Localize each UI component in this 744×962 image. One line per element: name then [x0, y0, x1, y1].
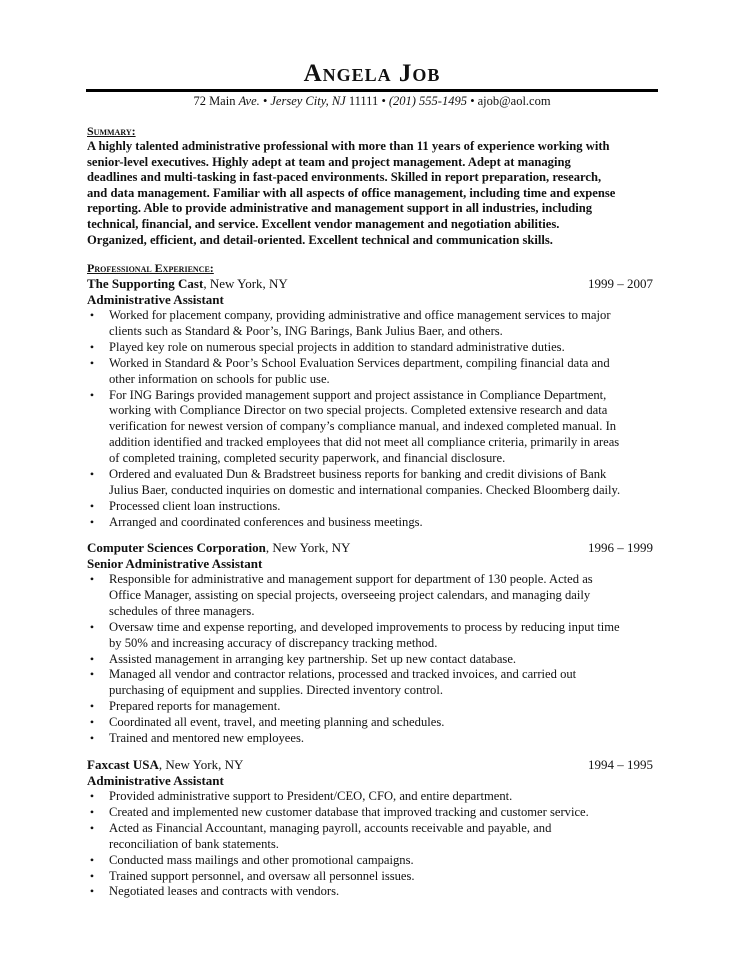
bullet-text: Trained support personnel, and oversaw all personnel issues.: [109, 868, 415, 883]
address-suffix: Ave.: [238, 94, 260, 108]
bullet-icon: •: [89, 884, 95, 899]
bullet-text: Assisted management in arranging key partnership. Set up new contact database.: [109, 651, 517, 666]
job-location: , New York, NY: [158, 757, 244, 772]
zip: 11111: [348, 94, 382, 108]
bullet-text: Played key role on numerous special projects in addition to standard administrative duties.: [109, 339, 565, 354]
bullet-item: [87, 340, 657, 356]
bullet-icon: •: [89, 355, 95, 370]
job-entry: [87, 757, 657, 900]
job-title: Administrative Assistant: [87, 292, 224, 307]
bullet-item: [87, 620, 657, 652]
phone: • (201) 555-1495 •: [381, 94, 475, 108]
bullet-item: [87, 515, 657, 531]
company-name: Faxcast USA: [87, 757, 159, 772]
bullet-text: Responsible for administrative and management support for department of 130 people. Acted as Office Manager, assisting on special projects, overseeing project calendars, and managing daily schedules of three managers.: [109, 572, 593, 618]
bullet-text: Managed all vendor and contractor relations, processed and tracked invoices, and carried out purchasing of equipment and supplies. Directed inventory control.: [109, 667, 577, 698]
bullet-item: [87, 467, 657, 499]
bullet-text: Ordered and evaluated Dun & Bradstreet business reports for banking and credit divisions of Bank Julius Baer, conducted inquiries on domestic and international companies. Checked Bloomberg daily.: [109, 467, 621, 497]
bullet-text: For ING Barings provided management support and project assistance in Compliance Department, working with Compliance Director on two special projects. Completed extensive research and data verification for newest version of company’s compliance manual, and indexed completed manual. In addition identified and tracked employees that did not meet all compliance criteria, primarily in areas of completed training, completed security paperwork, and financial disclosure.: [109, 387, 620, 466]
job-location: , New York, NY: [265, 540, 351, 555]
experience-section: [87, 261, 657, 531]
summary-heading: Summary:: [87, 124, 136, 138]
bullet-text: Arranged and coordinated conferences and business meetings.: [109, 514, 423, 529]
bullet-icon: •: [89, 387, 95, 402]
bullet-icon: •: [89, 667, 95, 682]
bullet-icon: •: [89, 498, 95, 513]
bullet-icon: •: [89, 868, 95, 883]
bullet-item: [87, 821, 657, 853]
address: 72 Main: [193, 94, 239, 108]
bullet-icon: •: [89, 804, 95, 819]
job-entry: [87, 276, 657, 531]
bullet-item: [87, 884, 657, 900]
summary-section: [87, 124, 657, 248]
city: • Jersey City, NJ: [259, 94, 349, 108]
bullet-text: Prepared reports for management.: [109, 699, 281, 714]
bullet-icon: •: [89, 308, 95, 322]
bullet-item: [87, 572, 657, 620]
bullet-icon: •: [89, 820, 95, 835]
job-location: , New York, NY: [203, 276, 288, 291]
bullet-icon: •: [89, 572, 95, 586]
job-bullets: [87, 789, 657, 900]
job-dates: 1999 – 2007: [588, 276, 653, 291]
bullet-icon: •: [89, 715, 95, 730]
job-title: Senior Administrative Assistant: [87, 556, 263, 571]
company-name: Computer Sciences Corporation: [87, 540, 266, 555]
contact-line: [0, 93, 744, 109]
bullet-item: [87, 652, 657, 668]
bullet-item: [87, 308, 657, 340]
bullet-text: Coordinated all event, travel, and meeting planning and schedules.: [109, 715, 445, 730]
job-dates: 1996 – 1999: [588, 540, 653, 555]
job-bullets: [87, 572, 657, 747]
bullet-item: [87, 667, 657, 699]
bullet-text: Trained and mentored new employees.: [109, 731, 305, 746]
bullet-text: Created and implemented new customer database that improved tracking and customer service.: [109, 804, 589, 819]
bullet-item: [87, 853, 657, 869]
bullet-item: [87, 699, 657, 715]
bullet-item: [87, 789, 657, 805]
bullet-text: Processed client loan instructions.: [109, 498, 281, 513]
bullet-item: [87, 805, 657, 821]
bullet-item: [87, 499, 657, 515]
bullet-item: [87, 715, 657, 731]
job-bullets: [87, 308, 657, 531]
job-header: [87, 757, 657, 773]
bullet-icon: •: [89, 467, 95, 482]
bullet-item: [87, 869, 657, 885]
experience-heading: Professional Experience:: [87, 261, 214, 275]
email: ajob@aol.com: [474, 94, 551, 108]
bullet-text: Conducted mass mailings and other promotional campaigns.: [109, 852, 414, 867]
bullet-item: [87, 731, 657, 747]
bullet-icon: •: [89, 514, 95, 529]
bullet-icon: •: [89, 789, 95, 803]
bullet-icon: •: [89, 619, 95, 634]
job-title: Administrative Assistant: [87, 773, 224, 788]
bullet-icon: •: [89, 699, 95, 714]
job-entry: [87, 540, 657, 747]
bullet-item: [87, 356, 657, 388]
job-dates: 1994 – 1995: [588, 757, 653, 772]
job-header: [87, 540, 657, 556]
bullet-item: [87, 388, 657, 468]
candidate-name: Angela Job: [303, 60, 441, 87]
bullet-icon: •: [89, 339, 95, 354]
bullet-text: Worked in Standard & Poor’s School Evaluation Services department, compiling financial data and other information on schools for public use.: [109, 355, 610, 386]
company-name: The Supporting Cast: [87, 276, 204, 291]
header-rule: [86, 89, 658, 92]
bullet-text: Provided administrative support to President/CEO, CFO, and entire department.: [109, 789, 513, 803]
job-header: [87, 276, 657, 292]
summary-text: A highly talented administrative professional with more than 11 years of experience working with senior-level executives. Highly adept at team and project management. Adept at managing deadlines and multi-tasking in fast-paced environments. Skilled in report preparation, research, and data management. Familiar with all aspects of office management, including time and expense reporting. Able to provide administrative and management support in all industries, including technical, financial, and service. Excellent vendor management and negotiation abilities. Organized, efficient, and detail-oriented. Excellent technical and communication skills.: [87, 139, 616, 247]
bullet-icon: •: [89, 852, 95, 867]
bullet-text: Negotiated leases and contracts with vendors.: [109, 884, 340, 899]
bullet-text: Acted as Financial Accountant, managing payroll, accounts receivable and payable, and reconciliation of bank statements.: [109, 820, 552, 851]
bullet-text: Oversaw time and expense reporting, and developed improvements to process by reducing input time by 50% and increasing accuracy of discrepancy tracking method.: [109, 619, 620, 650]
bullet-icon: •: [89, 731, 95, 746]
bullet-icon: •: [89, 651, 95, 666]
bullet-text: Worked for placement company, providing administrative and office management services to major clients such as Standard & Poor’s, ING Barings, Bank Julius Baer, and others.: [109, 308, 611, 338]
